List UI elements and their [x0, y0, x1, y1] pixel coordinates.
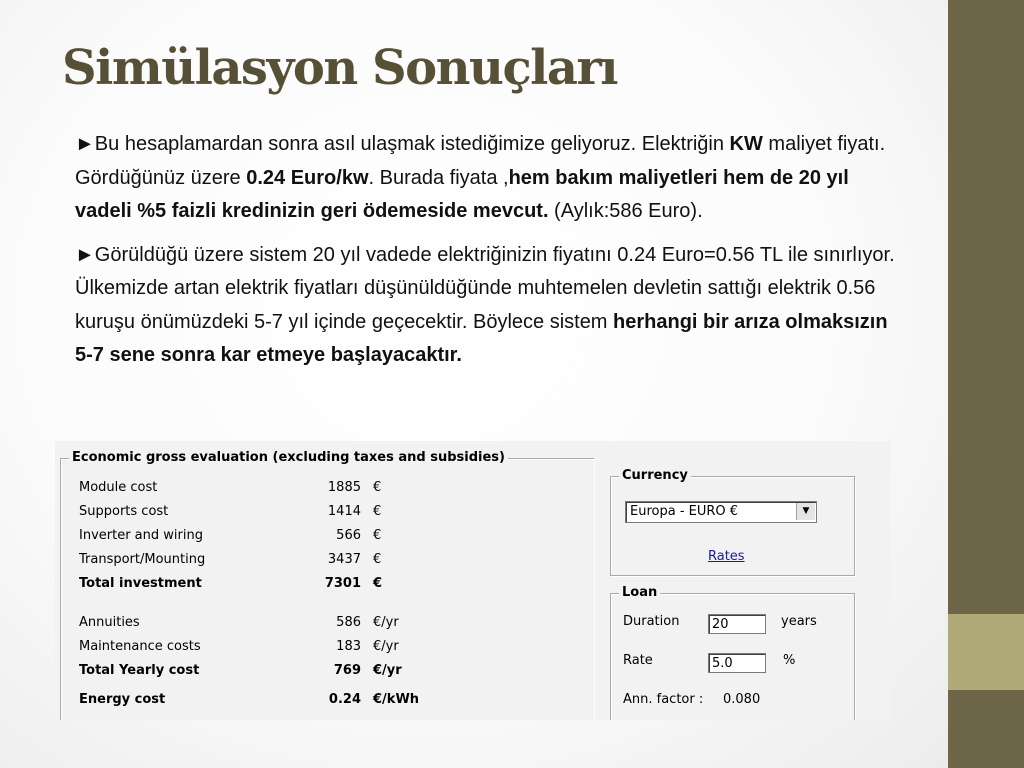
duration-input[interactable]: 20 [708, 614, 766, 634]
economic-evaluation-group [60, 450, 594, 720]
total-yearly-cost-row: Total Yearly cost 769 €/yr [79, 663, 402, 678]
cost-row: Inverter and wiring 566 € [79, 528, 382, 543]
currency-select-value: Europa - EURO € [630, 504, 739, 519]
rate-label: Rate [623, 653, 653, 668]
slide-title: Simülasyon Sonuçları [62, 40, 618, 96]
cost-row: Maintenance costs 183 €/yr [79, 639, 399, 654]
rate-unit: % [783, 653, 796, 668]
loan-group-title: Loan [619, 585, 660, 600]
energy-cost-row: Energy cost 0.24 €/kWh [79, 692, 420, 707]
paragraph-1: ►Bu hesaplamardan sonra asıl ulaşmak istediğimize geliyoruz. Elektriğin KW maliyet fiyatı. Gördüğünüz üzere 0.24 Euro/kw. Burada fiyata ,hem bakım maliyetleri hem de 20 yıl vadeli %5 faizli kredinizin geri ödemeside mevcut. (Aylık:586 Euro). [75, 133, 886, 222]
cost-row: Supports cost 1414 € [79, 504, 382, 519]
loan-group [610, 585, 855, 720]
ann-factor-label: Ann. factor : [623, 692, 704, 707]
currency-select[interactable] [625, 501, 817, 523]
slide-body [75, 128, 895, 383]
total-investment-row: Total investment 7301 € [79, 576, 383, 591]
bullet-arrow-icon: ► [75, 133, 95, 155]
side-accent-block [948, 614, 1024, 690]
cost-row: Module cost 1885 € [79, 480, 382, 495]
currency-group-title: Currency [619, 468, 691, 483]
duration-label: Duration [623, 614, 680, 629]
duration-unit: years [781, 614, 817, 629]
cost-row: Annuities 586 €/yr [79, 615, 399, 630]
dropdown-arrow-icon[interactable]: ▼ [796, 503, 815, 520]
ann-factor-value: 0.080 [723, 692, 761, 707]
economic-group-title: Economic gross evaluation (excluding taxes and subsidies) [69, 450, 508, 465]
simulation-screenshot [55, 441, 891, 720]
cost-row: Transport/Mounting 3437 € [79, 552, 382, 567]
bullet-arrow-icon: ► [75, 243, 95, 266]
rate-input[interactable]: 5.0 [708, 653, 766, 673]
paragraph-2: ►Görüldüğü üzere sistem 20 yıl vadede elektriğinizin fiyatını 0.24 Euro=0.56 TL ile sınırlıyor. Ülkemizde artan elektrik fiyatları düşünüldüğünde muhtemelen devletin sattığı elektrik 0.56 kuruşu önümüzdeki 5-7 yıl içinde geçecektir. Böylece sistem herhangi bir arıza olmaksızın 5-7 sene sonra kar etmeye başlayacaktır. [75, 243, 895, 366]
currency-group [610, 468, 855, 576]
rates-link[interactable]: Rates [708, 549, 745, 564]
